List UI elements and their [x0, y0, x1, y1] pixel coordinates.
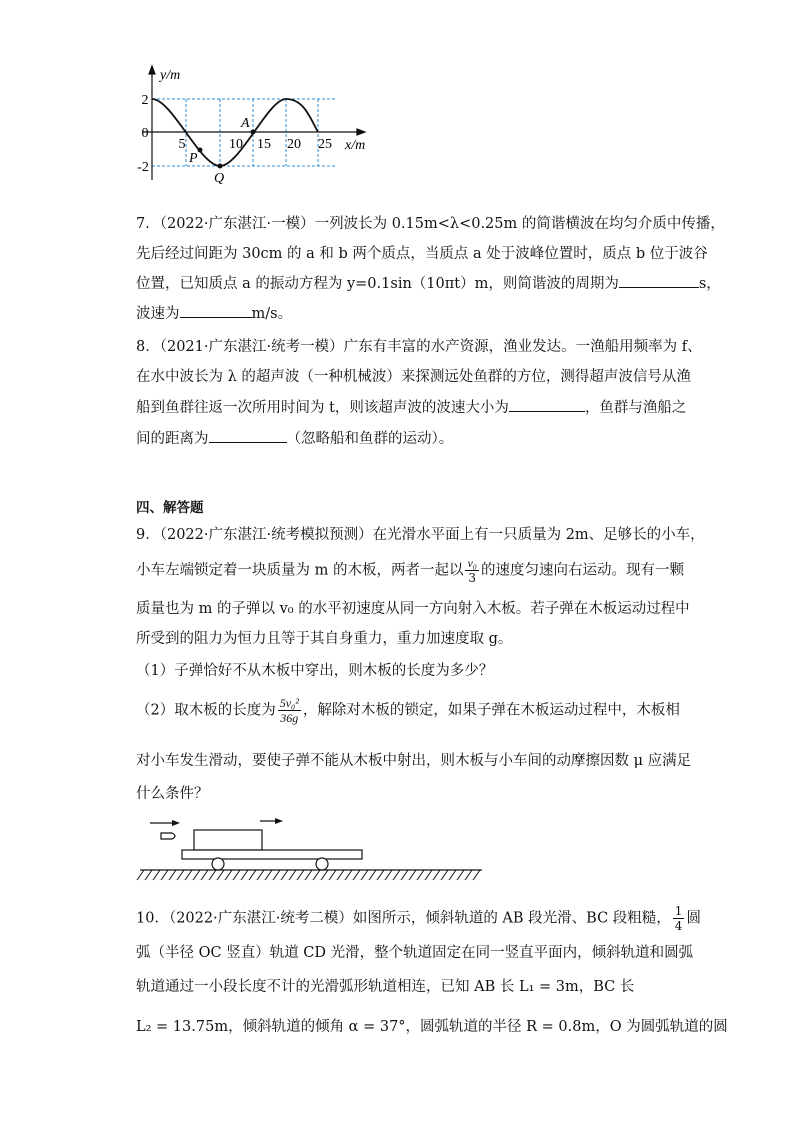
x-tick-label: 10 [229, 137, 243, 152]
bullet-velocity-arrowhead [172, 820, 180, 826]
q9-subquestion-1 [136, 660, 668, 682]
q9-sub2-post: ，解除对木板的锁定，如果子弹在木板运动过程中，木板相 [302, 702, 680, 719]
q7-line4-unit: m/s。 [251, 306, 293, 322]
point-a-dot [251, 130, 256, 135]
x-tick-label: 15 [257, 137, 271, 152]
q9-line3: 质量也为 m 的子弹以 v₀ 的水平初速度从同一方向射入木板。若子弹在木板运动过程中 [136, 601, 690, 617]
q9-line4: 所受到的阻力为恒力且等于其自身重力，重力加速度取 g。 [136, 631, 513, 647]
q10-line1-text: 10．（2022·广东湛江·统考二模）如图所示，倾斜轨道的 AB 段光滑、BC 段粗糙， [136, 910, 671, 927]
wooden-board [194, 830, 262, 850]
q10-line3: 轨道通过一小段长度不计的光滑弧形轨道相连，已知 AB 长 L₁ = 3m，BC 长 [136, 979, 635, 995]
q9-line [136, 598, 690, 620]
q9-frac2-denominator: 36g [280, 711, 299, 725]
q10-line [136, 942, 694, 964]
q8-line3-post: ，鱼群与渔船之 [584, 400, 687, 416]
y-axis-arrow [149, 66, 155, 74]
q8-line4-post: （忽略船和鱼群的运动）。 [286, 431, 454, 447]
q7-line [136, 243, 708, 265]
cart-velocity-arrowhead [275, 818, 283, 824]
x-axis-label: x/m [345, 138, 366, 153]
point-p-label: P [189, 151, 198, 166]
q8-line4-text: 间的距离为 [136, 431, 209, 447]
q9-line [136, 556, 684, 590]
bullet [161, 833, 175, 839]
cart-body [182, 850, 362, 859]
q10-line [136, 904, 701, 938]
q9-frac-numerator: v₀ [467, 556, 477, 570]
q9-speed-fraction [465, 556, 479, 585]
q8-line3-text: 船到鱼群往返一次所用时间为 t，则该超声波的波速大小为 [136, 400, 509, 416]
q9-subquestion-2 [136, 696, 680, 734]
q9-sub2-text: （2）取木板的长度为 [136, 702, 276, 719]
q9-length-fraction [278, 696, 301, 725]
cart-wheel-left [212, 858, 224, 870]
q9-line [136, 783, 668, 805]
q9-line2-post: 的速度匀速向右运动。现有一颗 [480, 562, 684, 579]
y-axis-label: y/m [160, 68, 181, 83]
ground-hatching [137, 870, 480, 880]
point-p-dot [198, 148, 203, 153]
q10-line [136, 1016, 728, 1038]
q8-speed-blank[interactable] [509, 397, 585, 412]
q9-sub1-text: （1）子弹恰好不从木板中穿出，则木板的长度为多少？ [136, 663, 494, 679]
cart-diagram [0, 810, 794, 890]
q7-line3-text: 位置，已知质点 a 的振动方程为 y=0.1sin（10πt）m，则简谐波的周期为 [136, 276, 619, 292]
q9-line2-text: 小车左端锁定着一块质量为 m 的木板，两者一起以 [136, 562, 464, 579]
q8-line [136, 428, 668, 450]
q8-line [136, 397, 687, 419]
x-tick-label: 25 [318, 137, 332, 152]
q8-distance-blank[interactable] [209, 428, 287, 443]
q7-line [136, 303, 668, 325]
cart-wheel-right [316, 858, 328, 870]
q7-line1: 7．（2022·广东湛江·一模）一列波长为 0.15m<λ<0.25m 的简谐横波在均匀介质中传播， [136, 216, 725, 232]
q9-line [136, 524, 705, 546]
q8-line2: 在水中波长为 λ 的超声波（一种机械波）来探测远处鱼群的方位，测得超声波信号从渔 [136, 369, 691, 385]
q10-frac-denominator: 4 [674, 919, 683, 933]
x-tick-label: 5 [178, 137, 186, 152]
q8-line [136, 336, 702, 358]
x-axis-arrow [357, 129, 365, 135]
q10-line1-post: 圆 [686, 910, 701, 927]
y-tick-label: 0 [141, 126, 149, 141]
point-q-dot [218, 164, 223, 169]
q9-line [136, 628, 668, 650]
q10-line [136, 976, 668, 998]
q9-sub2-line3: 什么条件？ [136, 786, 209, 802]
point-q-label: Q [214, 171, 225, 186]
q9-sub2-line2: 对小车发生滑动，要使子弹不能从木板中射出，则木板与小车间的动摩擦因数 μ 应满足 [136, 753, 692, 769]
q7-line3-unit: s， [698, 276, 721, 292]
q8-line1: 8．（2021·广东湛江·统考一模）广东有丰富的水产资源，渔业发达。一渔船用频率为 f、 [136, 339, 702, 355]
q9-frac2-numerator: 5v₀² [279, 696, 299, 710]
q7-period-blank[interactable] [619, 273, 699, 288]
q7-line [136, 273, 721, 295]
q7-line [136, 213, 725, 235]
q7-line4-text: 波速为 [136, 306, 180, 322]
q10-quarter-fraction [673, 904, 685, 933]
q10-line2: 弧（半径 OC 竖直）轨道 CD 光滑，整个轨道固定在同一竖直平面内，倾斜轨道和圆弧 [136, 945, 694, 961]
q9-line1: 9．（2022·广东湛江·统考模拟预测）在光滑水平面上有一只质量为 2m、足够长的小车， [136, 527, 705, 543]
y-tick-label: 2 [141, 93, 149, 108]
q7-speed-blank[interactable] [180, 303, 252, 318]
q10-line4: L₂ = 13.75m，倾斜轨道的倾角 α = 37°，圆弧轨道的半径 R = 0.8m，O 为圆弧轨道的圆 [136, 1019, 728, 1035]
q7-line2: 先后经过间距为 30cm 的 a 和 b 两个质点，当质点 a 处于波峰位置时，质点 b 位于波谷 [136, 246, 708, 262]
q9-line [136, 750, 692, 772]
point-a-label: A [241, 116, 250, 131]
q8-line [136, 366, 691, 388]
q10-frac-numerator: 1 [674, 904, 683, 918]
q9-frac-denominator: 3 [468, 571, 477, 585]
y-tick-label: -2 [137, 160, 149, 175]
section-heading: 四、解答题 [136, 500, 204, 516]
x-tick-label: 20 [287, 137, 301, 152]
